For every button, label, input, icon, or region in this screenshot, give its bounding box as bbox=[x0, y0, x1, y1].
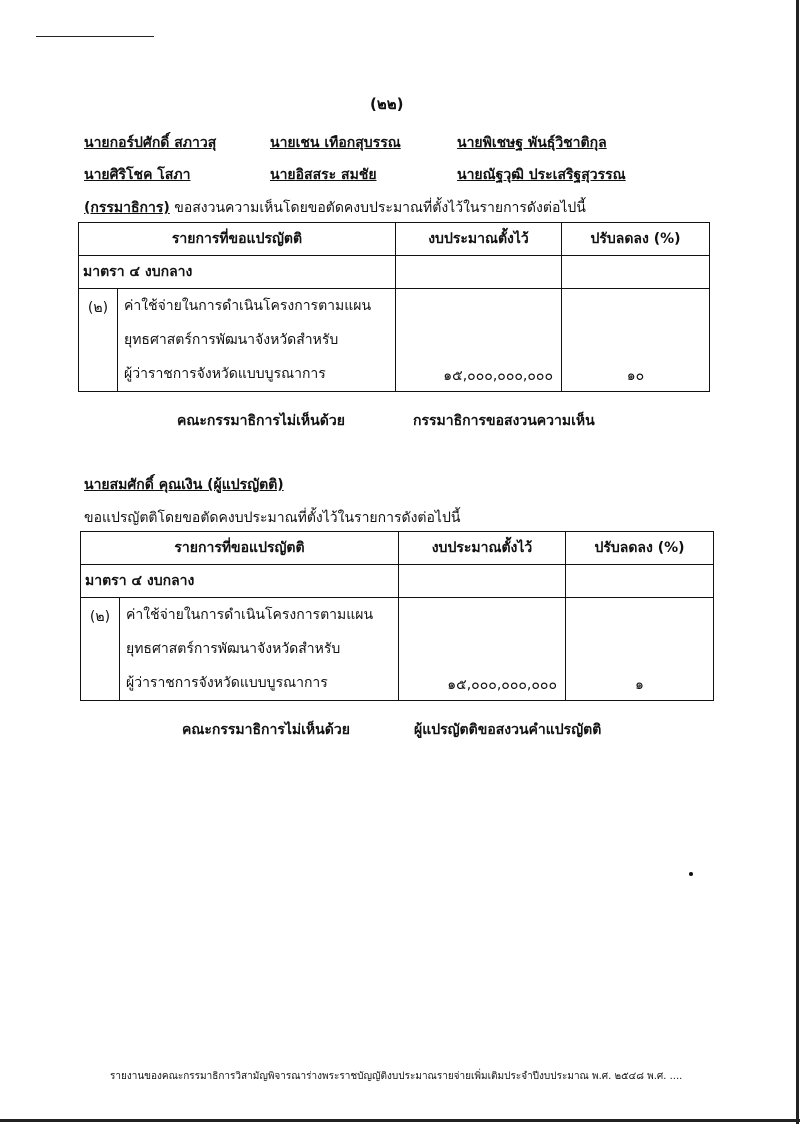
mover-name: นายสมศักดิ์ คุณเงิน (ผู้แปรญัตติ) bbox=[84, 477, 284, 493]
role-label: (กรรมาธิการ) bbox=[84, 200, 170, 216]
reservation-note: กรรมาธิการขอสงวนความเห็น bbox=[413, 413, 595, 429]
section2-intro: ขอแปรญัตติโดยขอตัดคงบประมาณที่ตั้งไว้ในรายการดังต่อไปนี้ bbox=[84, 510, 461, 526]
table-header-row bbox=[81, 532, 714, 565]
table-header-row bbox=[79, 223, 710, 256]
top-rule bbox=[36, 36, 154, 37]
item-description bbox=[118, 289, 396, 392]
scan-edge-bottom bbox=[0, 1119, 800, 1122]
table-row bbox=[79, 289, 710, 392]
committee-member-name: นายเชน เทือกสุบรรณ bbox=[270, 135, 401, 151]
table-row bbox=[81, 598, 714, 701]
header-budget: งบประมาณตั้งไว้ bbox=[396, 223, 562, 256]
committee-member-name: นายพิเชษฐ พันธุ์วิชาติกุล bbox=[457, 135, 607, 151]
item-line: ยุทธศาสตร์การพัฒนาจังหวัดสำหรับ bbox=[124, 332, 339, 348]
scan-edge-right bbox=[796, 0, 799, 1124]
amendment-table-2 bbox=[80, 531, 714, 701]
item-line: ผู้ว่าราชการจังหวัดแบบบูรณาการ bbox=[124, 366, 326, 382]
committee-member-name: นายศิริโชค โสภา bbox=[84, 167, 191, 183]
item-line: ผู้ว่าราชการจังหวัดแบบบูรณาการ bbox=[126, 675, 328, 691]
reduction-percent: ๑ bbox=[566, 598, 714, 701]
item-number: (๒) bbox=[81, 598, 120, 701]
empty-cell bbox=[562, 256, 710, 289]
committee-result: คณะกรรมาธิการไม่เห็นด้วย bbox=[182, 722, 350, 738]
item-line: ยุทธศาสตร์การพัฒนาจังหวัดสำหรับ bbox=[126, 641, 341, 657]
budget-amount: ๑๕,๐๐๐,๐๐๐,๐๐๐ bbox=[399, 598, 566, 701]
section1-intro bbox=[84, 197, 586, 219]
section-label: มาตรา ๔ งบกลาง bbox=[81, 565, 399, 598]
empty-cell bbox=[396, 256, 562, 289]
committee-member-name: นายอิสสระ สมชัย bbox=[270, 167, 377, 183]
table-row bbox=[79, 256, 710, 289]
reduction-percent: ๑๐ bbox=[562, 289, 710, 392]
empty-cell bbox=[566, 565, 714, 598]
committee-result: คณะกรรมาธิการไม่เห็นด้วย bbox=[177, 413, 345, 429]
item-number: (๒) bbox=[79, 289, 118, 392]
header-reduction: ปรับลดลง (%) bbox=[566, 532, 714, 565]
header-item: รายการที่ขอแปรญัตติ bbox=[79, 223, 396, 256]
committee-member-name: นายณัฐวุฒิ ประเสริฐสุวรรณ bbox=[457, 167, 626, 183]
scan-speck bbox=[689, 872, 693, 876]
header-item: รายการที่ขอแปรญัตติ bbox=[81, 532, 399, 565]
item-line: ค่าใช้จ่ายในการดำเนินโครงการตามแผน bbox=[126, 607, 374, 623]
table-row bbox=[81, 565, 714, 598]
budget-amount: ๑๕,๐๐๐,๐๐๐,๐๐๐ bbox=[396, 289, 562, 392]
committee-member-name: นายกอร์ปศักดิ์ สภาวสุ bbox=[84, 135, 217, 151]
header-budget: งบประมาณตั้งไว้ bbox=[399, 532, 566, 565]
footer-report-title: รายงานของคณะกรรมาธิการวิสามัญพิจารณาร่างพระราชบัญญัติงบประมาณรายจ่ายเพิ่มเติมประจำปีงบประมาณ พ.ศ. ๒๕๔๘ พ.ศ. .... bbox=[110, 1071, 683, 1082]
intro-text: ขอสงวนความเห็นโดยขอตัดคงบประมาณที่ตั้งไว้ในรายการดังต่อไปนี้ bbox=[174, 200, 586, 216]
empty-cell bbox=[399, 565, 566, 598]
item-description bbox=[120, 598, 399, 701]
reservation-note: ผู้แปรญัตติขอสงวนคำแปรญัตติ bbox=[414, 722, 602, 738]
header-reduction: ปรับลดลง (%) bbox=[562, 223, 710, 256]
amendment-table-1 bbox=[78, 222, 710, 392]
item-line: ค่าใช้จ่ายในการดำเนินโครงการตามแผน bbox=[124, 298, 372, 314]
section-label: มาตรา ๔ งบกลาง bbox=[79, 256, 396, 289]
page-number: (๒๒) bbox=[370, 95, 404, 113]
